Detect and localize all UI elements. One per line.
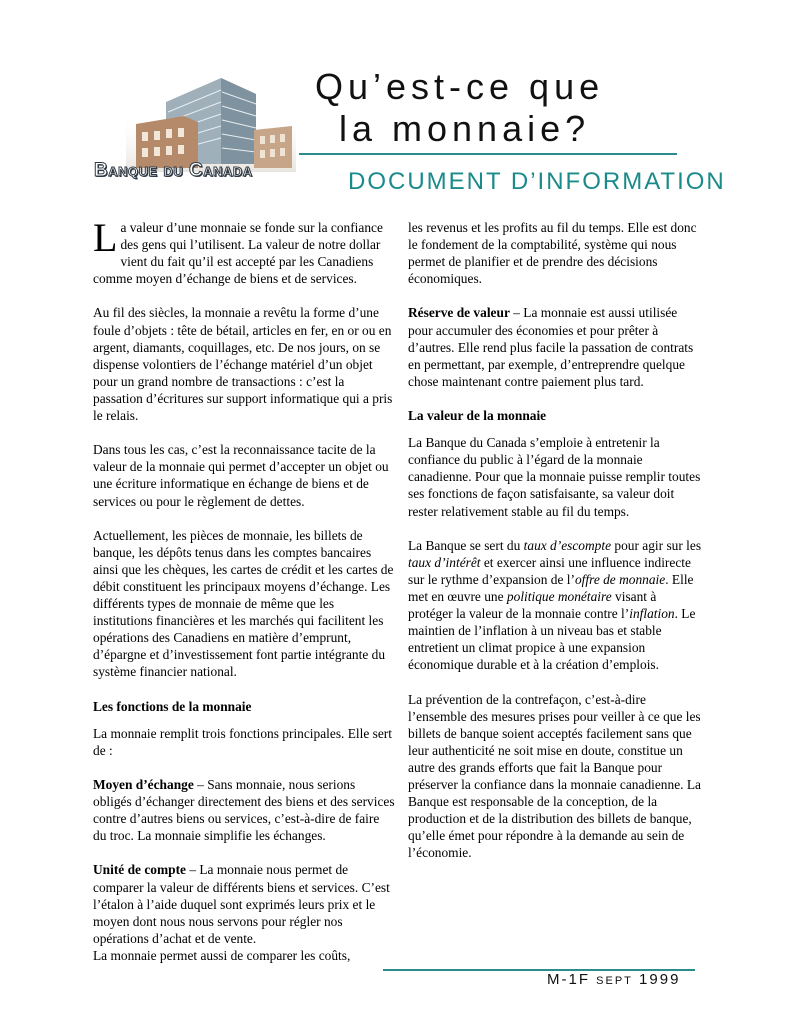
- monetary-policy-term: politique monétaire: [506, 588, 612, 604]
- accounting-paragraph: les revenus et les profits au fil du temps. Elle est donc le fondement de la comptabilité, système qui nous permet de planifier et de prendre des décisions économiques.: [408, 220, 697, 287]
- intro-paragraph: La valeur d’une monnaie se fonde sur la confiance des gens qui l’utilisent. La valeur de notre dollar vient du fait qu’il est accepté par les Canadiens comme moyen d’échange de biens et de services.: [93, 215, 383, 287]
- store-of-value-term: Réserve de valeur: [408, 305, 510, 321]
- title-line-2: la monnaie?: [339, 108, 591, 149]
- bank-building-logo-icon: [126, 72, 296, 172]
- document-code: M-1F sept 1999: [547, 971, 681, 988]
- means-of-exchange-paragraph: Actuellement, les pièces de monnaie, les billets de banque, les dépôts tenus dans les comptes bancaires ainsi que les chèques, les cartes de crédit et les cartes de débit constituent les principaux moyens d’échange. Les différents types de monnaie de même que les institutions financières et les marchés qui facilitent les opérations des Canadiens en matière d’emprunt, d’épargne et d’investissement font partie intégrante du système financier national.: [93, 527, 394, 680]
- store-of-value-paragraph: Réserve de valeur – La monnaie est aussi utilisée pour accumuler des économies et pour prêter à d’autres. Elle rend plus facile la passation de contrats en permettant, par exemple, d’entreprendre quelque chose maintenant contre paiement plus tard.: [408, 305, 694, 389]
- left-column: [93, 215, 395, 981]
- unit-of-account-continuation: La monnaie permet aussi de comparer les coûts,: [93, 947, 351, 963]
- monetary-policy-paragraph: La Banque se sert du taux d’escompte pour agir sur les taux d’intérêt et exercer ainsi une influence indirecte sur le rythme d’expansion de l’offre de monnaie. Elle met en œuvre une politique monétaire visant à protéger la valeur de la monnaie contre l’inflation. Le maintien de l’inflation à un niveau bas et stable entretient un climat propice à une expansion économique durable et à la création d’emplois.: [408, 537, 702, 673]
- medium-of-exchange-term: Moyen d’échange: [93, 777, 194, 792]
- medium-of-exchange-paragraph: Moyen d’échange – Sans monnaie, nous serions obligés d’échanger directement des biens et des services contre d’autres biens ou services, c’est-à-dire de faire du troc. La monnaie simplifie les échanges.: [93, 777, 395, 844]
- unit-of-account-term: Unité de compte: [93, 862, 186, 878]
- money-supply-term: offre de monnaie: [574, 571, 666, 587]
- title-line-1: Qu’est-ce que: [315, 66, 605, 107]
- value-heading: La valeur de la monnaie: [408, 408, 547, 424]
- acceptance-paragraph: Dans tous les cas, c’est la reconnaissance tacite de la valeur de la monnaie qui permet d’accepter un objet ou une écriture informatique en échange de biens et de services ou pour le règlement de dettes.: [93, 442, 389, 509]
- header-divider: [299, 153, 677, 155]
- confidence-paragraph: La Banque du Canada s’emploie à entretenir la confiance du public à l’égard de la monnaie canadienne. Pour que la monnaie puisse remplir toutes ses fonctions de façon satisfaisante, sa valeur doit rester relativement stable au fil du temps.: [408, 435, 701, 519]
- unit-of-account-paragraph: Unité de compte – La monnaie nous permet de comparer la valeur de différents biens et services. C’est l’étalon à l’aide duquel sont exprimés leurs prix et le moyen dont nous nous servons pour régler nos opérations d’achat et de vente.: [93, 862, 390, 946]
- bank-name-logo: Banque du Canada: [94, 160, 253, 181]
- functions-intro-paragraph: La monnaie remplit trois fonctions principales. Elle sert de :: [93, 725, 392, 758]
- page-title: [315, 66, 655, 150]
- right-column: [408, 219, 704, 879]
- inflation-term: inflation: [629, 606, 675, 622]
- interest-rates-term: taux d’intérêt: [408, 554, 481, 570]
- bank-rate-term: taux d’escompte: [523, 537, 612, 553]
- drop-cap: L: [93, 215, 118, 260]
- document-subtitle: DOCUMENT D’INFORMATION: [348, 168, 726, 195]
- functions-heading: Les fonctions de la monnaie: [93, 698, 252, 714]
- counterfeiting-paragraph: La prévention de la contrefaçon, c’est-à-dire l’ensemble des mesures prises pour veiller à ce que les billets de banque soient acceptés facilement sans que leur authenticité ne soit mise en doute, constitue un autre des grands efforts que fait la Banque pour préserver la confiance dans la monnaie canadienne. La Banque est responsable de la conception, de la production et de la distribution des billets de banque, qu’elle émet pour répondre à la demande au sein de l’économie.: [408, 691, 701, 861]
- history-paragraph: Au fil des siècles, la monnaie a revêtu la forme d’une foule d’objets : tête de bétail, articles en fer, en or ou en argent, diamants, coquillages, etc. De nos jours, on se dispense volontiers de l’échange matériel d’un objet pour un grand nombre de transactions : c’est la passation d’écritures sur support informatique qui a pris le relais.: [93, 305, 393, 424]
